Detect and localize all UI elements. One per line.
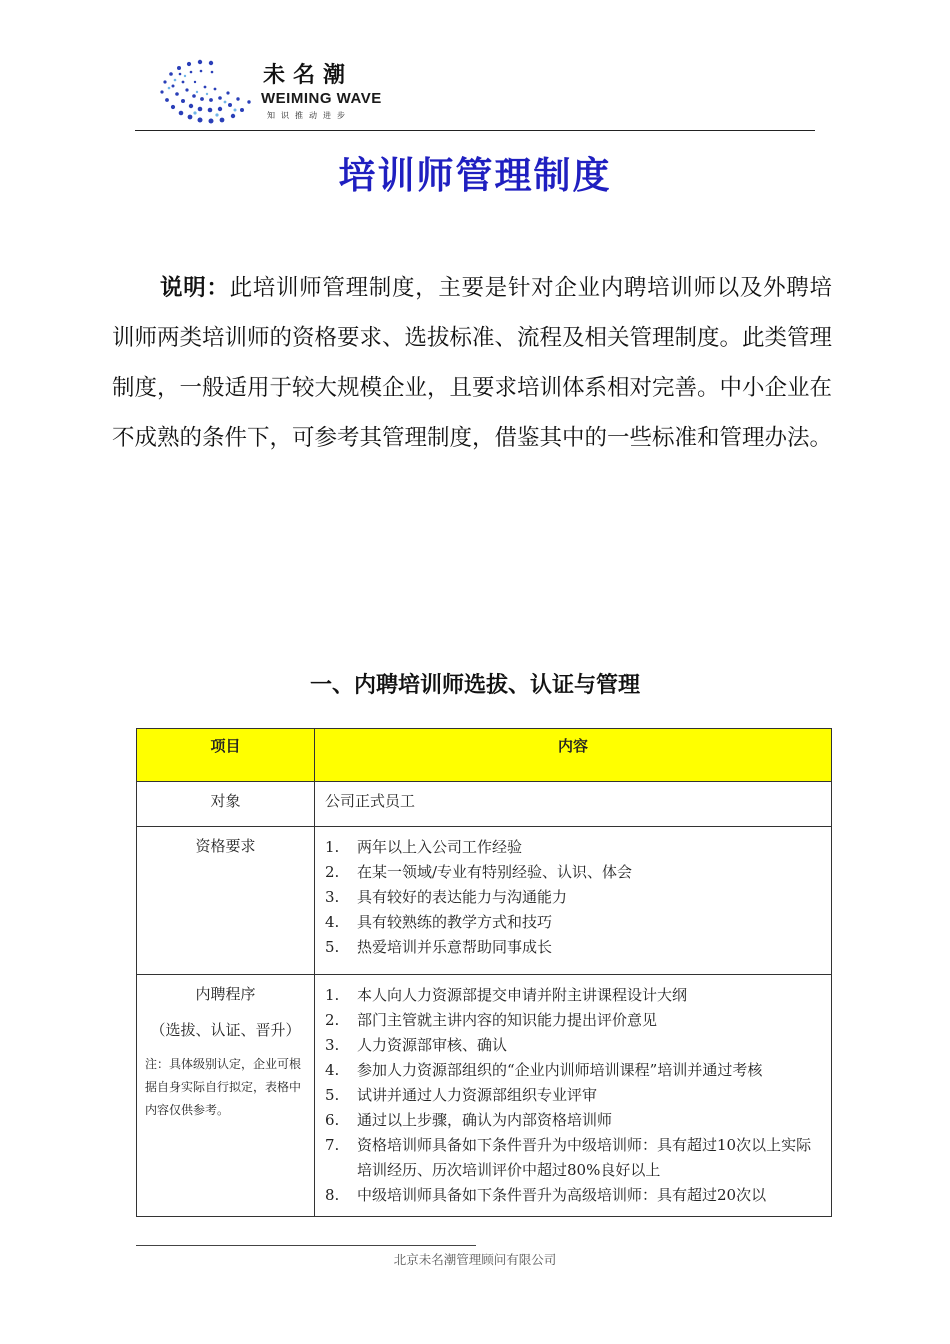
company-logo <box>137 50 407 130</box>
table-row <box>137 827 832 975</box>
section-heading: 一、内聘培训师选拔、认证与管理 <box>309 673 640 698</box>
intro-paragraph <box>112 263 832 463</box>
list-item: 5. 试讲并通过人力资源部组织专业评审 <box>325 1086 598 1104</box>
row-content-object: 公司正式员工 <box>315 782 832 827</box>
row-label-object: 对象 <box>137 782 315 827</box>
company-tagline: 知识推动进步 <box>267 111 351 120</box>
list-item: 4. 参加人力资源部组织的“企业内训师培训课程”培训并通过考核 <box>325 1061 763 1079</box>
list-item: 5. 热爱培训并乐意帮助同事成长 <box>325 938 553 956</box>
list-item: 1. 本人向人力资源部提交申请并附主讲课程设计大纲 <box>325 986 688 1004</box>
row-content-qualification <box>315 827 832 975</box>
list-item: 3. 人力资源部审核、确认 <box>325 1036 508 1054</box>
trainer-spec-table <box>136 728 832 1217</box>
table-header-row <box>137 729 832 782</box>
qualification-list <box>325 835 823 960</box>
table-row <box>137 975 832 1217</box>
intro-lead: 说明： <box>160 274 230 301</box>
procedure-list <box>325 983 823 1208</box>
row-sublabel-procedure: （选拔、认证、晋升） <box>150 1021 301 1039</box>
procedure-note: 注：具体级别认定，企业可根据自身实际自行拟定，表格中内容仅供参考。 <box>145 1057 302 1117</box>
list-item: 8. 中级培训师具备如下条件晋升为高级培训师：具有超过20次以 <box>325 1186 767 1204</box>
row-label-procedure: 内聘程序 <box>195 985 256 1003</box>
document-title: 培训师管理制度 <box>338 154 612 197</box>
header-item: 项目 <box>137 729 315 782</box>
row-content-procedure <box>315 975 832 1217</box>
list-item: 3. 具有较好的表达能力与沟通能力 <box>325 888 568 906</box>
intro-body: 此培训师管理制度，主要是针对企业内聘培训师以及外聘培训师两类培训师的资格要求、选拔标准、流程及相关管理制度。此类管理制度，一般适用于较大规模企业，且要求培训体系相对完善。中小企业在不成熟的条件下，可参考其管理制度，借鉴其中的一些标准和管理办法。 <box>112 274 833 451</box>
header-divider <box>135 130 815 131</box>
list-item: 4. 具有较熟练的教学方式和技巧 <box>325 913 553 931</box>
list-item: 7. 资格培训师具备如下条件晋升为中级培训师：具有超过10次以上实际培训经历、历次培训评价中超过80%良好以上 <box>325 1136 812 1179</box>
company-name-en: WEIMING WAVE <box>261 90 382 107</box>
row-label-qualification: 资格要求 <box>137 827 315 975</box>
table-row <box>137 782 832 827</box>
company-name-cn: 未名潮 <box>263 63 354 88</box>
footer-divider <box>136 1245 476 1246</box>
list-item: 2. 在某一领域/专业有特别经验、认识、体会 <box>325 863 633 881</box>
header-content: 内容 <box>315 729 832 782</box>
wave-logo-icon <box>145 52 255 130</box>
list-item: 1. 两年以上入公司工作经验 <box>325 838 523 856</box>
row-label-procedure-cell <box>137 975 315 1217</box>
list-item: 6. 通过以上步骤，确认为内部资格培训师 <box>325 1111 613 1129</box>
footer-company: 北京未名潮管理顾问有限公司 <box>393 1252 557 1267</box>
list-item: 2. 部门主管就主讲内容的知识能力提出评价意见 <box>325 1011 658 1029</box>
